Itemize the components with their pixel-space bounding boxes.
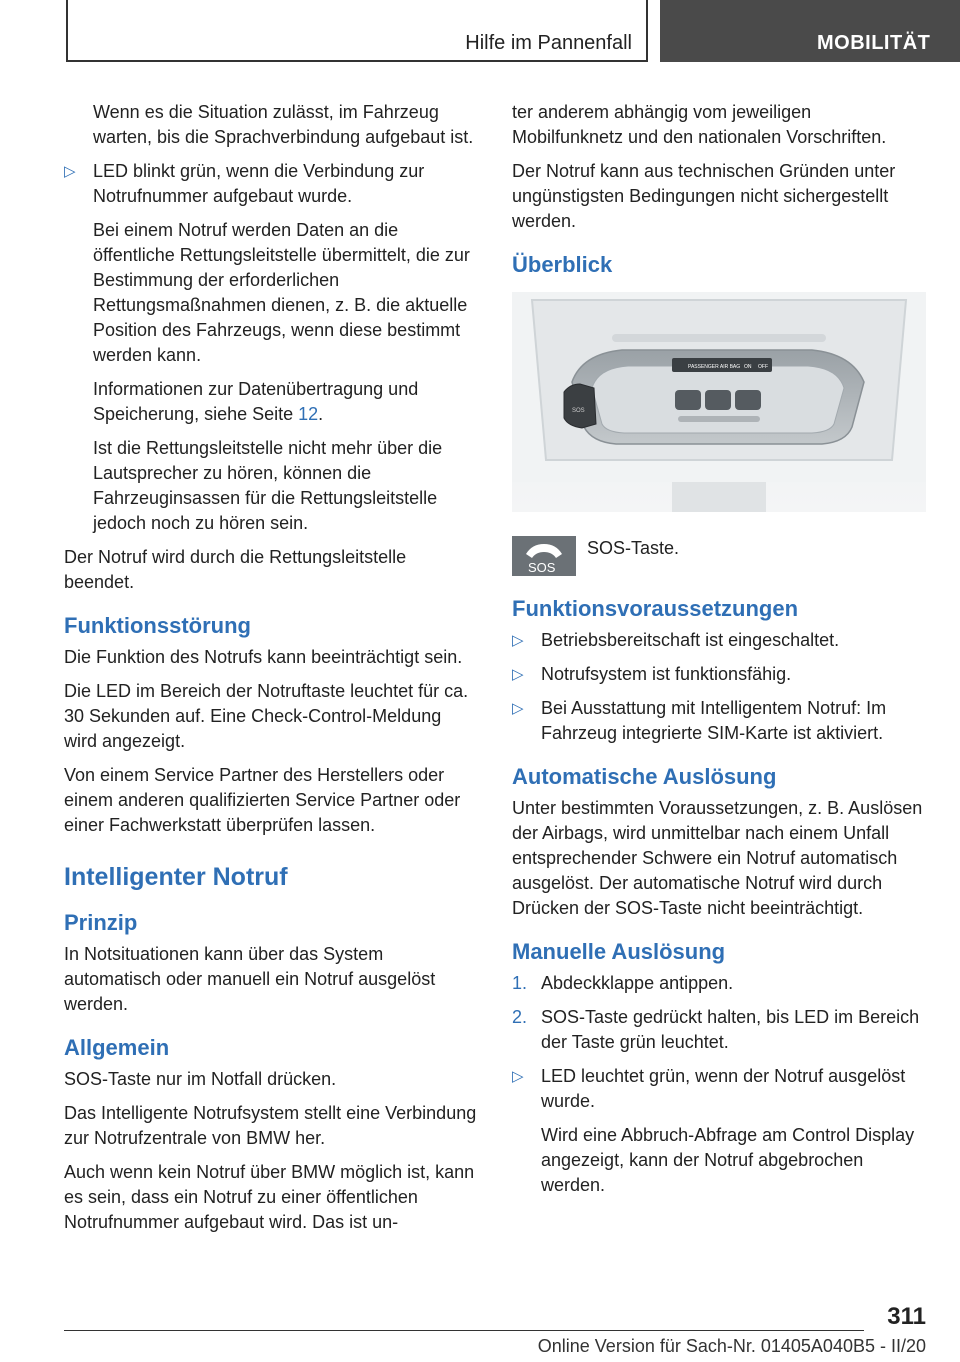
sos-key-icon [512,536,576,576]
heading-automatic: Automatische Auslösung [512,764,777,789]
paragraph: SOS-Taste nur im Notfall drücken. [64,1069,337,1089]
heading-principle: Prinzip [64,910,138,935]
page-number: 311 [887,1303,926,1330]
airbag-off-label: OFF [758,364,768,370]
paragraph: Bei einem Notruf werden Daten an die öffentliche Rettungsleitstelle übermittelt, die zur Bestimmung der erforderlichen Rettungsmaßnahmen dienen, z. B. die aktuelle Position des Fahrzeugs, wenn diese bestimmt werden kann. [93,220,470,365]
step-number: 2. [512,1007,528,1027]
bullet-text: Betriebsbereitschaft ist eingeschaltet. [541,630,840,650]
info-text: Informationen zur Datenübertragung und Speicherung, siehe Seite [93,379,419,424]
bullet-marker-icon: ▷ [512,666,524,683]
info-suffix: . [318,404,324,424]
paragraph: Wenn es die Situation zulässt, im Fahrzeug warten, bis die Sprachverbindung aufgebaut ist. [93,102,474,147]
paragraph: Der Notruf wird durch die Rettungsleitstelle beendet. [64,547,407,592]
paragraph: ter anderem abhängig vom jeweiligen Mobilfunknetz und den nationalen Vorschriften. [512,102,887,147]
paragraph: Auch wenn kein Notruf über BMW möglich ist, kann es sein, dass ein Notruf zu einer öffentlichen Notrufnummer aufgebaut wird. Das ist un- [64,1162,475,1232]
paragraph: Die Funktion des Notrufs kann beeinträchtigt sein. [64,647,463,667]
page-link[interactable]: 12 [298,404,319,424]
left-column [64,100,478,1244]
right-column [512,100,926,1207]
sos-key-label: SOS [528,560,556,575]
page-header [0,0,960,66]
bullet-item [512,662,926,687]
bullet-marker-icon: ▷ [64,163,76,180]
bullet-marker-icon: ▷ [512,700,524,717]
sos-button-label: SOS [572,408,585,414]
paragraph: Der Notruf kann aus technischen Gründen unter ungünstigsten Bedingungen nicht sichergestellt werden. [512,161,896,231]
step-text: Abdeckklappe antippen. [541,973,734,993]
bullet-text: LED leuchtet grün, wenn der Notruf ausgelöst wurde. [541,1066,906,1111]
bullet-item [512,628,926,653]
step-item [512,971,926,996]
step-number: 1. [512,973,528,993]
airbag-label: PASSENGER AIR BAG [688,364,741,370]
paragraph: Von einem Service Partner des Herstellers oder einem anderen qualifizierten Service Partner oder einer Fachwerkstatt überprüfen lassen. [64,765,461,835]
section-tab [66,0,648,62]
heading-intelligent-notruf: Intelligenter Notruf [64,863,288,891]
heading-manual: Manuelle Auslösung [512,939,726,964]
bullet-text: Notrufsystem ist funktionsfähig. [541,664,792,684]
bullet-text: LED blinkt grün, wenn die Verbindung zur Notrufnummer aufgebaut wurde. [93,161,425,206]
paragraph-info [64,377,478,427]
bullet-item [512,696,926,746]
paragraph: Ist die Rettungsleitstelle nicht mehr über die Lautsprecher zu hören, können die Fahrzeuginsassen für die Rettungsleitstelle jedoch noch zu hören sein. [93,438,443,533]
chapter-tab [660,0,960,62]
footer-divider [64,1330,864,1331]
heading-requirements: Funktionsvoraussetzungen [512,596,799,621]
heading-fault: Funktionsstörung [64,613,251,638]
paragraph: In Notsituationen kann über das System automatisch oder manuell ein Notruf ausgelöst werden. [64,944,436,1014]
step-item [512,1005,926,1055]
chapter-title: MOBILITÄT [817,32,931,54]
legend-text: SOS-Taste. [587,538,680,558]
bullet-text: Bei Ausstattung mit Intelligentem Notruf: Im Fahrzeug integrierte SIM-Karte ist aktiviert. [541,698,887,743]
overhead-console-figure [512,292,926,512]
paragraph: Die LED im Bereich der Notruftaste leuchtet für ca. 30 Sekunden auf. Eine Check-Control-Meldung wird angezeigt. [64,681,469,751]
footer-text: Online Version für Sach-Nr. 01405A040B5 - II/20 [537,1336,926,1356]
paragraph: Das Intelligente Notrufsystem stellt eine Verbindung zur Notrufzentrale von BMW her. [64,1103,477,1148]
airbag-on-label: ON [744,364,752,370]
paragraph: Wird eine Abbruch-Abfrage am Control Display angezeigt, kann der Notruf abgebrochen werden. [541,1125,915,1195]
heading-general: Allgemein [64,1035,170,1060]
step-text: SOS-Taste gedrückt halten, bis LED im Bereich der Taste grün leuchtet. [541,1007,920,1052]
figure-legend [512,536,926,576]
bullet-item [512,1064,926,1114]
bullet-item [64,159,478,209]
paragraph: Unter bestimmten Voraussetzungen, z. B. Auslösen der Airbags, wird unmittelbar nach einem Unfall entsprechender Schwere ein Notruf automatisch ausgelöst. Der automatische Notruf wird durch Drücken der SOS-Taste nicht beeinträchtigt. [512,798,923,918]
heading-overview: Überblick [512,252,613,277]
bullet-marker-icon: ▷ [512,1068,524,1085]
bullet-marker-icon: ▷ [512,632,524,649]
section-title: Hilfe im Pannenfall [465,32,632,54]
